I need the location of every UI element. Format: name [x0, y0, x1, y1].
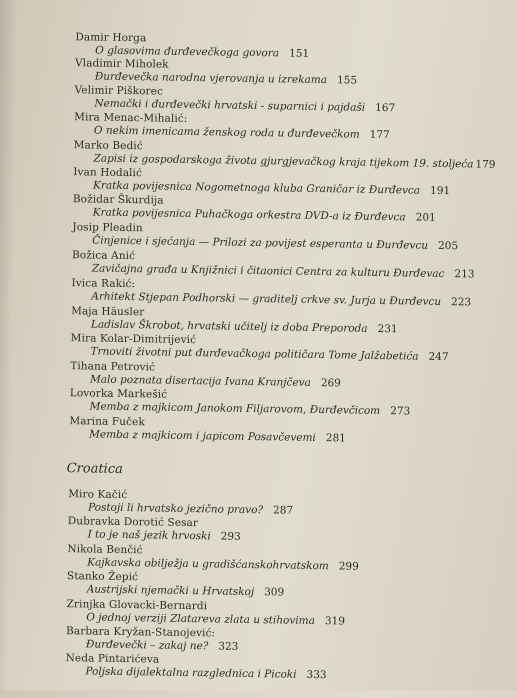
toc-author: Marina Fuček [69, 415, 145, 429]
toc-page-number: 201 [415, 211, 436, 224]
toc-title: Malo poznata disertacija Ivana Kranjčeva 269 [89, 373, 342, 390]
toc-author: Velimir Piškorec [74, 84, 164, 98]
toc-page-number: 167 [375, 101, 396, 115]
toc-page-number: 151 [288, 47, 310, 60]
toc-entry [70, 387, 500, 420]
toc-title: Memba z majkicom i japicom Posavčevemi 281 [89, 428, 346, 445]
toc-author: Tihana Petrović [70, 360, 156, 374]
page-shadow [0, 0, 18, 690]
toc-author: Božidar Škurdija [72, 193, 164, 207]
toc-author: Ivica Rakić: [71, 277, 136, 291]
toc-title: Memba z majkicom Janokom Filjarovom, Đurđevčicom 273 [89, 400, 411, 418]
toc-author: Josip Pleadin [72, 221, 143, 235]
toc-page-number: 223 [450, 296, 472, 309]
toc-author: Ivan Hodalić [73, 166, 143, 180]
toc-author: Miro Kačić [68, 488, 128, 502]
toc-title: Đurđevečki – zakaj ne? 323 [85, 638, 239, 653]
toc-title: Ladislav Škrobot, hrvatski učitelj iz doba Preporoda 231 [90, 318, 398, 336]
toc-author: Vladimir Miholek [74, 57, 169, 71]
toc-entry [67, 570, 497, 603]
toc-author: Stanko Žepić [66, 570, 139, 584]
toc-page-number: 333 [306, 668, 327, 682]
toc-author: Dubravka Dorotić Sesar [67, 515, 199, 530]
toc-page-number: 213 [454, 268, 475, 281]
toc-author: Božica Anić [71, 249, 136, 263]
toc-author: Damir Horga [75, 31, 147, 45]
toc-page-number: 273 [390, 405, 411, 418]
section-heading: Croatica [66, 461, 123, 477]
toc-page-number: 231 [377, 322, 398, 336]
toc-title: O glasovima đurđevečkoga govora 151 [95, 44, 310, 60]
toc-title: Kajkavska obilježja u gradišćanskohrvatskom 299 [87, 556, 359, 573]
toc-page-number: 323 [218, 640, 239, 653]
toc-title: Kratka povijesnica Puhačkoga orkestra DVD-a iz Đurđevca 201 [92, 206, 436, 224]
toc-author: Mira Menac-Mihalić: [74, 111, 188, 125]
toc-page-number: 179 [475, 158, 496, 171]
toc-title: Činjenice i sjećanja — Prilozi za povijest esperanta u Đurđevcu 205 [92, 234, 459, 253]
toc-author: Lovorka Markešić [69, 387, 168, 401]
toc-title: Nemački i đurđevečki hrvatski - suparnici i pajdaši 167 [94, 97, 396, 115]
toc-entry [68, 515, 498, 548]
toc-entry [70, 332, 500, 365]
toc-page-number: 319 [324, 615, 346, 628]
toc-entry [73, 193, 503, 226]
toc-page-number: 269 [320, 377, 342, 390]
toc-title: I to je naš jezik hrvoski 293 [87, 528, 241, 543]
toc-author: Maja Häusler [71, 305, 145, 319]
toc-page-number: 299 [338, 560, 359, 573]
toc-author: Nikola Benčić [67, 543, 143, 557]
toc-page-number: 247 [428, 350, 449, 364]
toc-title: Đurđevečka narodna vjerovanja u izrekama 155 [94, 70, 358, 87]
toc-entry [74, 111, 504, 144]
toc-page-number: 191 [429, 184, 451, 198]
toc-title: Postoji li hrvatsko jezično pravo? 287 [87, 501, 294, 517]
toc-title: Zavičajna građa u Knjižnici i čitaonici Centra za kulturu Đurđevac 213 [91, 262, 475, 281]
toc-page-number: 205 [437, 239, 459, 253]
toc-author: Zrinjka Glovacki-Bernardi [66, 598, 208, 613]
toc-title: Zapisi iz gospodarskoga života gjurgjevačkog kraja tijekom 19. stoljeća 179 [93, 152, 496, 171]
toc-entry [72, 221, 502, 254]
toc-author: Neda Pintarićeva [65, 652, 160, 666]
toc-page-number: 281 [325, 432, 346, 445]
toc-page-number: 287 [272, 504, 294, 517]
toc-entry [65, 652, 495, 685]
toc-page-number: 309 [264, 586, 285, 599]
toc-page-number: 293 [220, 530, 241, 543]
toc-entry [69, 415, 499, 448]
toc-entry [71, 277, 501, 310]
toc-title: Poljska dijalektalna razglednica i Picoki 333 [85, 665, 327, 682]
toc-author: Barbara Kryžan-Stanojević: [66, 625, 216, 640]
toc-title: Kratka povijesnica Nogometnoga kluba Graničar iz Đurđevca 191 [93, 179, 451, 198]
toc-title: O nekim imenicama ženskog roda u đurđevečkom 177 [93, 124, 390, 142]
toc-title: Arhitekt Stjepan Podhorski — graditelj crkve sv. Jurja u Đurđevcu 223 [91, 290, 472, 309]
toc-title: O jednoj verziji Zlatareva zlata u stihovima 319 [86, 611, 346, 628]
toc-entry [72, 249, 502, 282]
toc-title: Austrijski njemački u Hrvatskoj 309 [86, 583, 285, 599]
toc-page-number: 155 [336, 74, 358, 87]
toc-page-number: 177 [369, 128, 390, 142]
toc-author: Marko Bedić [73, 139, 143, 153]
toc-author: Mira Kolar-Dimitrijević [70, 332, 197, 347]
toc-title: Trnoviti životni put đurđevačkoga političara Tome Jalžabetića 247 [90, 345, 449, 364]
